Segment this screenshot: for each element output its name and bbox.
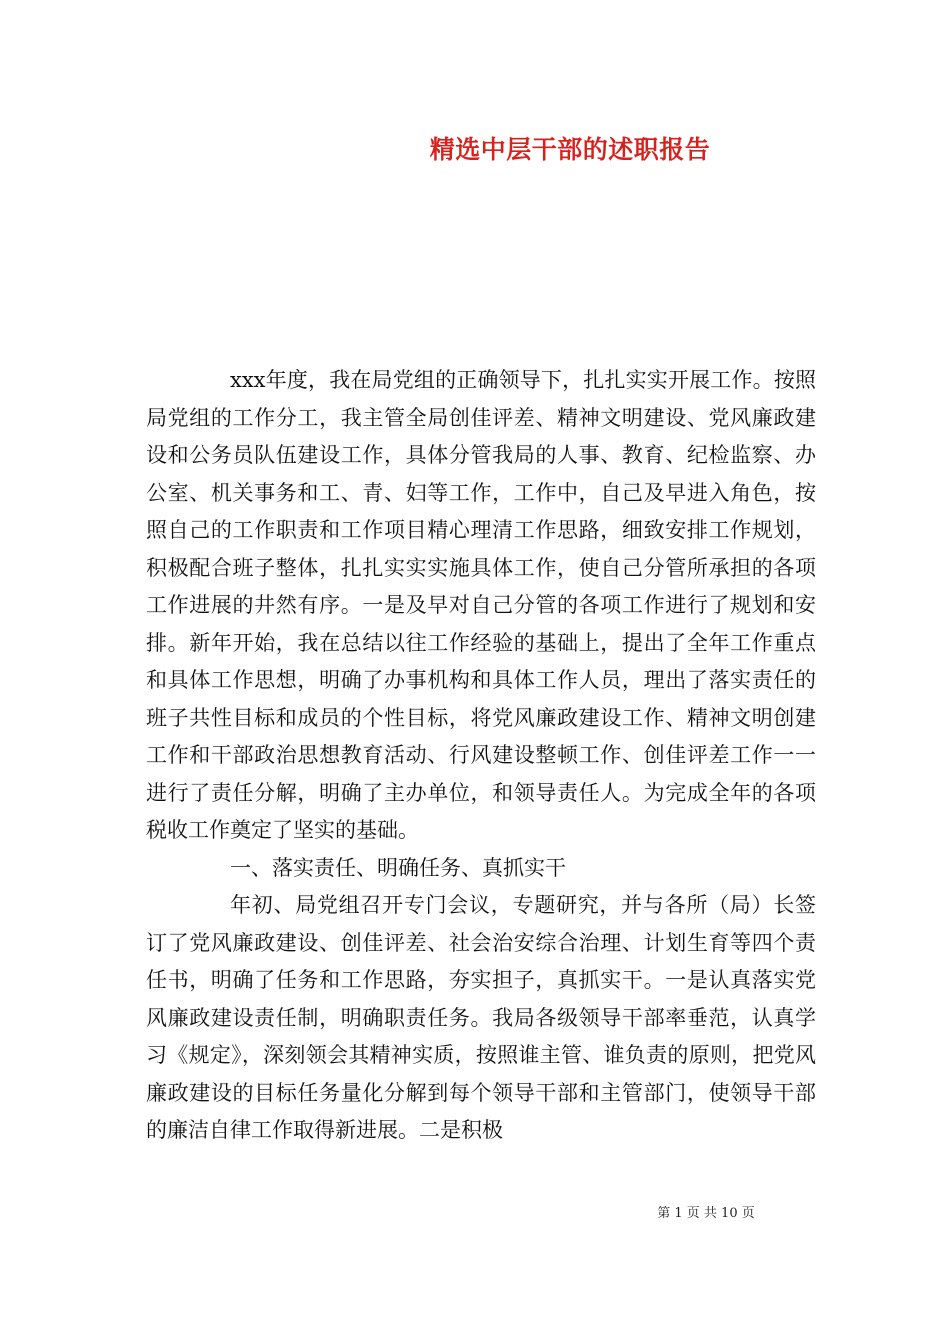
paragraph-intro: xxx年度，我在局党组的正确领导下，扎扎实实开展工作。按照局党组的工作分工，我主管全局创佳评差、精神文明建设、党风廉政建设和公务员队伍建设工作，具体分管我局的人事、教育、纪检监察、办公室、机关事务和工、青、妇等工作，工作中，自己及早进入角色，按照自己的工作职责和工作项目精心理清工作思路，细致安排工作规划，积极配合班子整体，扎扎实实实施具体工作，使自己分管所承担的各项工作进展的井然有序。一是及早对自己分管的各项工作进行了规划和安排。新年开始，我在总结以往工作经验的基础上，提出了全年工作重点和具体工作思想，明确了办事机构和具体工作人员，理出了落实责任的班子共性目标和成员的个性目标，将党风廉政建设工作、精神文明创建工作和干部政治思想教育活动、行风建设整顿工作、创佳评差工作一一进行了责任分解，明确了主办单位，和领导责任人。为完成全年的各项税收工作奠定了坚实的基础。 (146, 368, 816, 842)
document-title: 精选中层干部的述职报告 (429, 135, 711, 164)
paragraph-section-one: 年初、局党组召开专门会议，专题研究，并与各所（局）长签订了党风廉政建设、创佳评差、社会治安综合治理、计划生育等四个责任书，明确了任务和工作思路，夯实担子，真抓实干。一是认真落实党风廉政建设责任制，明确职责任务。我局各级领导干部率垂范，认真学习《规定》，深刻领会其精神实质，按照谁主管、谁负责的原则，把党风廉政建设的目标任务量化分解到每个领导干部和主管部门，使领导干部的廉洁自律工作取得新进展。二是积极 (146, 893, 816, 1142)
document-body (146, 362, 816, 1150)
section-heading: 一、落实责任、明确任务、真抓实干 (230, 855, 566, 880)
page-footer: 第 1 页 共 10 页 (657, 1206, 755, 1221)
